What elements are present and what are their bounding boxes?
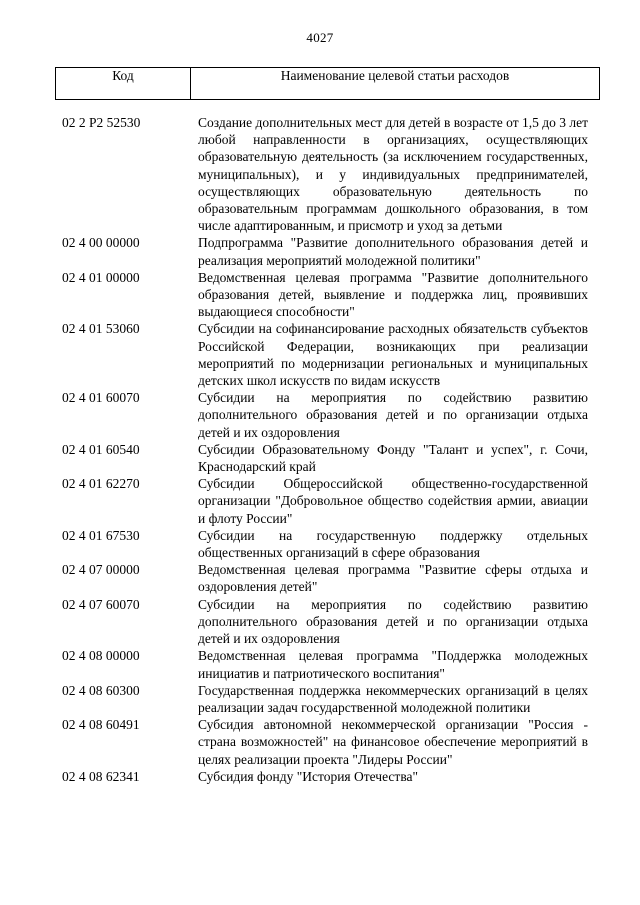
table-row (62, 647, 588, 681)
row-name: Субсидии на мероприятия по содействию развитию дополнительного образования детей и по организации отдыха детей и их оздоровления (198, 390, 588, 440)
row-name: Субсидия фонду "История Отечества" (198, 768, 419, 784)
table-row (62, 561, 588, 595)
row-name: Субсидии на софинансирование расходных обязательств субъектов Российской Федерации, возникающих при реализации мероприятий по модернизации региональных и муниципальных детских школ искусств по видам искусств (198, 321, 588, 389)
row-name: Ведомственная целевая программа "Развитие сферы отдыха и оздоровления детей" (198, 562, 588, 595)
row-code: 02 2 P2 52530 (62, 115, 141, 130)
row-code: 02 4 01 60070 (62, 390, 140, 406)
row-name: Ведомственная целевая программа "Развитие дополнительного образования детей, выявление и поддержка лиц, проявивших выдающиеся способности" (198, 269, 588, 320)
row-name: Субсидии на мероприятия по содействию развитию дополнительного образования детей и по организации отдыха детей и их оздоровления (198, 596, 588, 647)
row-code: 02 4 08 62341 (62, 768, 140, 784)
row-name: Ведомственная целевая программа "Поддержка молодежных инициатив и патриотического воспитания" (198, 648, 588, 681)
row-name: Субсидия автономной некоммерческой организации "Россия - страна возможностей" на финансовое обеспечение мероприятий в целях реализации проекта "Лидеры России" (198, 717, 588, 767)
row-code: 02 4 07 00000 (62, 562, 140, 578)
row-code: 02 4 01 67530 (62, 527, 140, 543)
table-body (62, 114, 588, 785)
table-row (62, 389, 588, 441)
column-header-name: Наименование целевой статьи расходов (280, 68, 510, 83)
row-code: 02 4 01 60540 (62, 441, 140, 457)
table-row (62, 441, 588, 475)
row-name: Субсидии Общероссийской общественно-государственной организации "Добровольное общество содействия армии, авиации и флоту России" (198, 476, 588, 526)
row-code: 02 4 07 60070 (62, 596, 140, 612)
table-row (62, 234, 588, 268)
row-code: 02 4 01 53060 (62, 321, 140, 337)
table-row (62, 527, 588, 561)
table-header (55, 67, 600, 100)
row-name: Государственная поддержка некоммерческих организаций в целях реализации задач государственной молодежной политики (198, 682, 588, 715)
row-code: 02 4 08 00000 (62, 648, 140, 664)
table-row (62, 768, 588, 785)
table-row (62, 114, 588, 234)
row-code: 02 4 00 00000 (62, 235, 140, 251)
row-name: Субсидии Образовательному Фонду "Талант и успех", г. Сочи, Краснодарский край (198, 441, 588, 475)
row-name: Подпрограмма "Развитие дополнительного образования детей и реализация мероприятий молодежной политики" (198, 235, 588, 268)
table-row (62, 320, 588, 389)
row-code: 02 4 01 00000 (62, 269, 140, 285)
row-name: Создание дополнительных мест для детей в возрасте от 1,5 до 3 лет любой направленности в организациях, осуществляющих образовательную деятельность (за исключением государственных, муниципальных), и у индивидуальных предпринимателей, осуществляющих образовательную деятельность по образовательным программам дошкольного образования, в том числе адаптированным, и присмотр и уход за детьми (198, 115, 588, 234)
row-code: 02 4 08 60300 (62, 682, 140, 698)
table-row (62, 682, 588, 716)
row-name: Субсидии на государственную поддержку отдельных общественных организаций в сфере образования (198, 527, 588, 561)
table-row (62, 716, 588, 768)
table-row (62, 269, 588, 321)
table-row (62, 475, 588, 527)
page-number: 4027 (306, 30, 334, 45)
table-row (62, 596, 588, 648)
row-code: 02 4 08 60491 (62, 717, 140, 733)
row-code: 02 4 01 62270 (62, 476, 140, 492)
column-header-code: Код (56, 68, 191, 99)
